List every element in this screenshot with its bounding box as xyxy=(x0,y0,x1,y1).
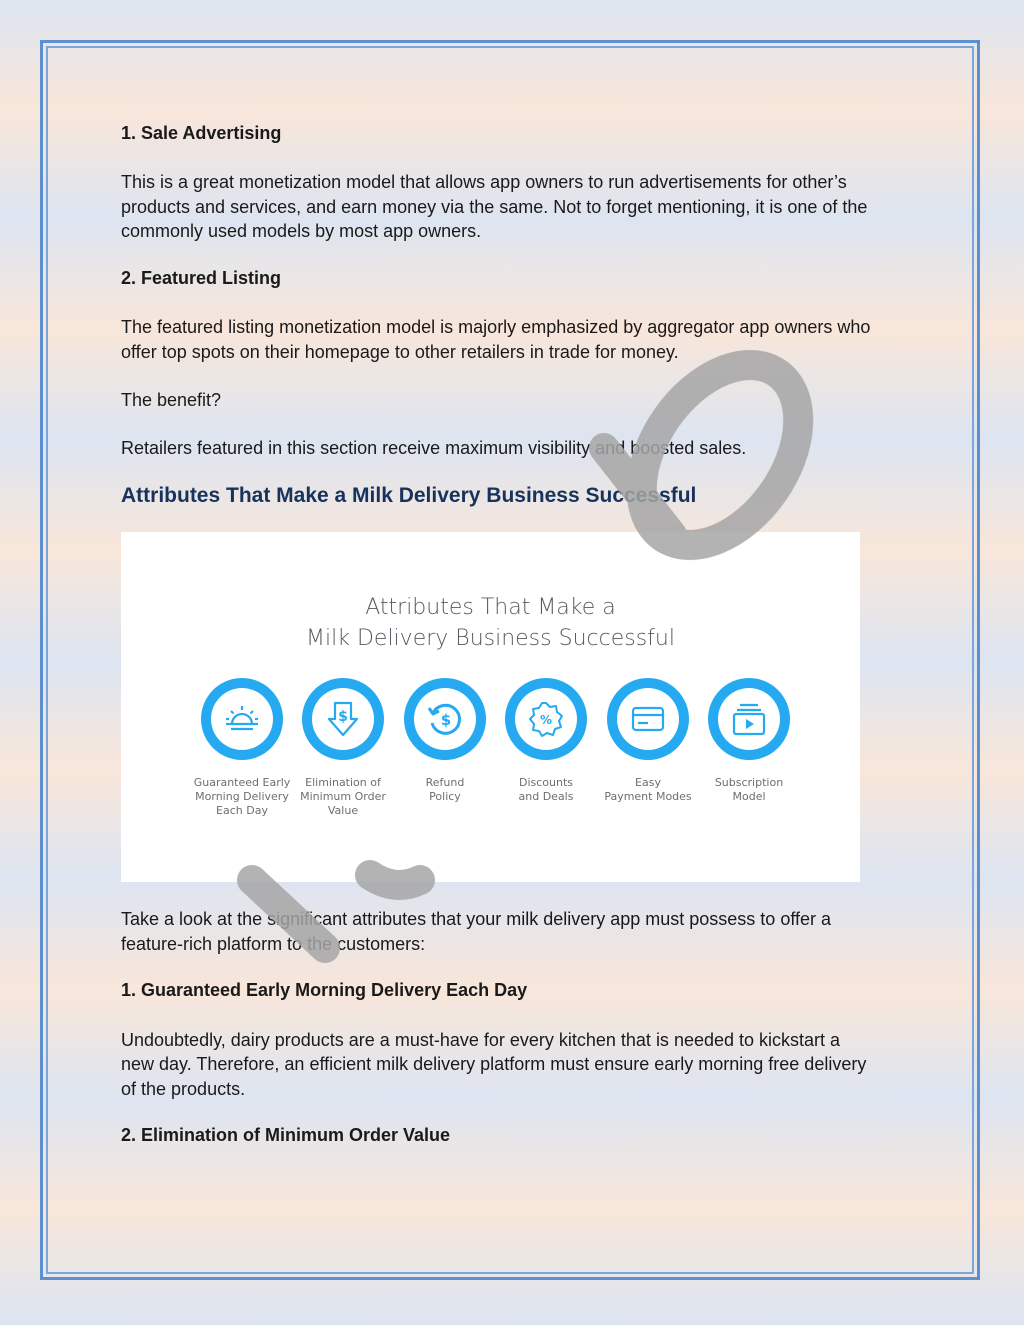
paragraph-early-morning-2: new day. Therefore, an efficient milk delivery platform must ensure early morning free delivery xyxy=(121,1054,867,1074)
attribute-ring xyxy=(505,678,587,760)
paragraph-intro-1: Take a look at the significant attributes that your milk delivery app must possess to offer a xyxy=(121,909,832,929)
subscription-play-icon xyxy=(729,699,769,739)
heading-featured-listing: 2. Featured Listing xyxy=(121,268,282,288)
svg-text:$: $ xyxy=(338,709,348,725)
heading-sale-advertising: 1. Sale Advertising xyxy=(121,123,282,143)
attribute-label: Discounts and Deals xyxy=(518,776,574,803)
attribute-label: Subscription Model xyxy=(714,776,784,803)
attribute-icon-row xyxy=(121,678,860,838)
attribute-label: Guaranteed Early Morning Delivery Each Day xyxy=(193,776,291,817)
paragraph-sale-advertising-1: This is a great monetization model that allows app owners to run advertisements for other’s xyxy=(121,172,847,192)
infographic-title-line2: Milk Delivery Business Successful xyxy=(306,626,675,651)
attributes-infographic xyxy=(121,532,860,882)
discount-badge-icon xyxy=(526,699,566,739)
paragraph-benefit-answer: Retailers featured in this section receive maximum visibility and boosted sales. xyxy=(121,438,747,458)
heading-early-morning-delivery: 1. Guaranteed Early Morning Delivery Each Day xyxy=(121,980,528,1000)
svg-text:%: % xyxy=(539,713,553,727)
attribute-ring xyxy=(201,678,283,760)
infographic-title-line1: Attributes That Make a xyxy=(365,595,616,620)
sunrise-icon xyxy=(222,699,262,739)
paragraph-benefit-question: The benefit? xyxy=(121,390,222,410)
attribute-ring xyxy=(607,678,689,760)
heading-minimum-order-value: 2. Elimination of Minimum Order Value xyxy=(121,1125,451,1145)
attribute-ring xyxy=(404,678,486,760)
infographic-title xyxy=(121,592,860,654)
paragraph-early-morning-1: Undoubtedly, dairy products are a must-have for every kitchen that is needed to kickstart a xyxy=(121,1030,841,1050)
attribute-ring xyxy=(708,678,790,760)
section-title-attributes: Attributes That Make a Milk Delivery Business Successful xyxy=(121,484,697,507)
dollar-down-arrow-icon xyxy=(323,699,363,739)
paragraph-featured-listing-1: The featured listing monetization model is majorly emphasized by aggregator app owners who xyxy=(121,317,871,337)
credit-card-icon xyxy=(628,699,668,739)
attribute-label: Refund Policy xyxy=(425,776,465,803)
paragraph-sale-advertising-3: commonly used models by most app owners. xyxy=(121,221,482,241)
attribute-label: Easy Payment Modes xyxy=(604,776,692,803)
paragraph-featured-listing-2: offer top spots on their homepage to other retailers in trade for money. xyxy=(121,342,679,362)
paragraph-early-morning-3: of the products. xyxy=(121,1079,246,1099)
refund-dollar-icon xyxy=(425,699,465,739)
paragraph-intro-2: feature-rich platform to the customers: xyxy=(121,934,426,954)
attribute-label: Elimination of Minimum Order Value xyxy=(300,776,386,817)
paragraph-sale-advertising-2: products and services, and earn money via the same. Not to forget mentioning, it is one of the xyxy=(121,197,868,217)
svg-text:$: $ xyxy=(440,711,452,729)
attribute-ring xyxy=(302,678,384,760)
